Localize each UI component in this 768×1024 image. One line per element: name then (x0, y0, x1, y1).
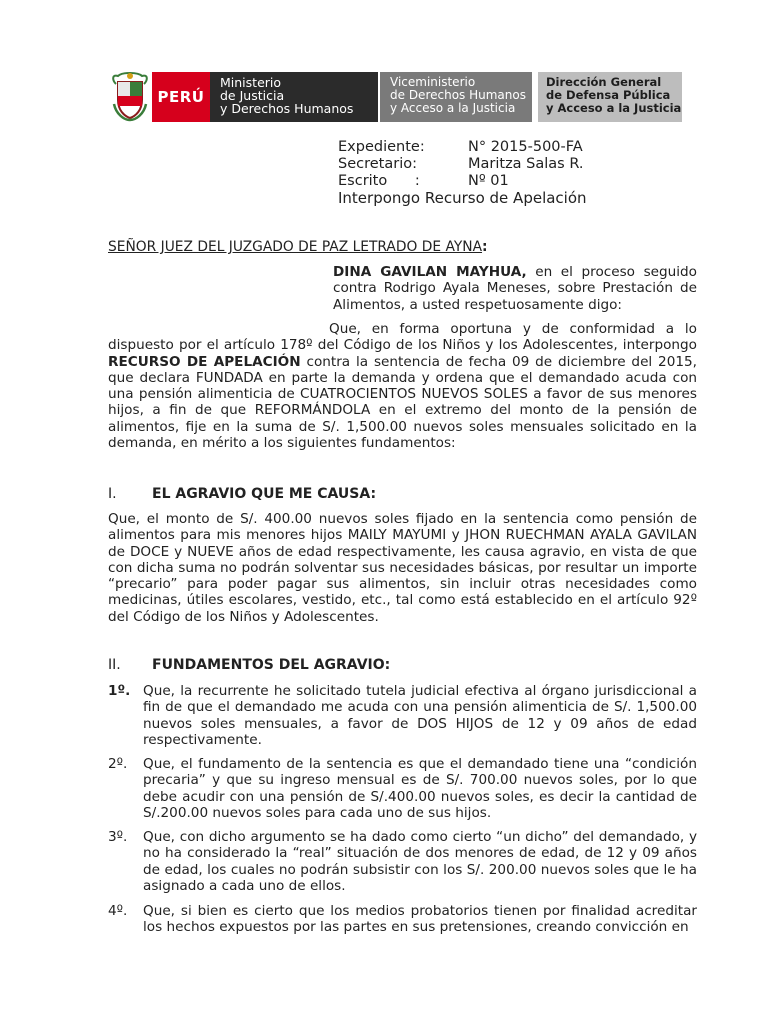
vice-line-3: y Acceso a la Justicia (390, 101, 516, 115)
sumilla: Interpongo Recurso de Apelación (338, 189, 587, 207)
appeal-text-c: contra la sentencia de fecha 09 de diciembre del 2015, que declara FUNDADA en parte la demanda y ordena que el demandado acuda con una pensión alimenticia de CUATROCIENTOS NUEVOS SOLES a favor de sus menores hijos, a fin de que REFORMÁNDOLA en el extremo del monto de la pensión de alimentos, fije en la suma de S/. 1,500.00 nuevos soles mensuales solicitado en la demanda, en mérito a los siguientes fundamentos: (108, 353, 697, 452)
ministerio-line-1: Ministerio (220, 75, 282, 90)
vice-line-1: Viceministerio (390, 75, 476, 89)
appeal-text-a: Que, en forma oportuna y de conformidad a lo dispuesto por el artículo 178º del Código de los Niños y los Adolescentes, interpongo (108, 321, 697, 354)
coat-of-arms-logo (110, 70, 150, 122)
item-3-number: 3º. (108, 829, 128, 845)
appeal-title: RECURSO DE APELACIÓN (108, 353, 301, 370)
intro-text: en el proceso seguido contra Rodrigo Ayala Meneses, sobre Prestación de Alimentos, a usted respetuosamente digo: (333, 264, 697, 313)
item-3-text: Que, con dicho argumento se ha dado como cierto “un dicho” del demandado, y no ha considerado la “real” situación de dos menores de edad, de 12 y 09 años de edad, los cuales no podrán subsistir con los S/. 200.00 nuevos soles que le ha asignado a cada uno de ellos. (143, 829, 697, 894)
intro-paragraph (333, 264, 697, 313)
escrito-label: Escrito : (338, 173, 420, 189)
item-2-text: Que, el fundamento de la sentencia es que el demandado tiene una “condición precaria” y que su ingreso mensual es de S/. 700.00 nuevos soles, por lo que debe acudir con una pensión de S/.400.00 nuevos soles, es decir la cantidad de S/.200.00 nuevos soles para cada uno de sus hijos. (143, 756, 697, 821)
section-2-title: FUNDAMENTOS DEL AGRAVIO: (152, 657, 391, 673)
item-1-text: Que, la recurrente he solicitado tutela judicial efectiva al órgano jurisdiccional a fin de que el demandado me acuda con una pensión alimenticia de S/. 1,500.00 nuevos soles mensuales, a favor de DOS HIJOS de 12 y 09 años de edad respectivamente. (143, 683, 697, 748)
direccion-logo-box (538, 72, 682, 122)
expediente-label: Expediente: (338, 139, 425, 155)
secretario-label: Secretario: (338, 156, 417, 172)
viceministerio-logo-box (380, 72, 532, 122)
vice-line-2: de Derechos Humanos (390, 88, 526, 102)
section-1-number: I. (108, 486, 117, 502)
dir-line-2: de Defensa Pública (546, 88, 671, 102)
ministerio-line-2: de Justicia (220, 88, 285, 103)
section-2-number: II. (108, 657, 121, 673)
secretario-value: Maritza Salas R. (468, 156, 584, 172)
item-4-number: 4º. (108, 903, 128, 919)
dir-line-3: y Acceso a la Justicia (546, 101, 682, 115)
petitioner-name: DINA GAVILAN MAYHUA, (333, 264, 527, 280)
expediente-value: N° 2015-500-FA (468, 139, 583, 155)
dir-line-1: Dirección General (546, 75, 662, 89)
escrito-value: Nº 01 (468, 173, 509, 189)
peru-logo-box (152, 72, 210, 122)
appeal-paragraph (108, 321, 697, 451)
item-2-number: 2º. (108, 756, 128, 772)
item-1-number: 1º. (108, 683, 131, 699)
section-1-text: Que, el monto de S/. 400.00 nuevos soles fijado en la sentencia como pensión de alimentos para mis menores hijos MAILY MAYUMI y JHON RUECHMAN AYALA GAVILAN de DOCE y NUEVE años de edad respectivamente, les causa agravio, en vista de que con dicha suma no podrán solventar sus necesidades básicas, por resultar un importe “precario” para poder pagar sus alimentos, sin incluir otras necesidades como medicinas, útiles escolares, vestido, etc., tal como está establecido en el artículo 92º del Código de los Niños y Adolescentes. (108, 511, 697, 625)
addressee-line (108, 239, 488, 255)
item-4-text: Que, si bien es cierto que los medios probatorios tienen por finalidad acreditar los hechos expuestos por las partes en sus pretensiones, creando convicción en (143, 903, 697, 936)
peru-label: PERÚ (157, 88, 205, 106)
ministerio-logo-box (210, 72, 378, 122)
ministerio-line-3: y Derechos Humanos (220, 101, 354, 116)
section-1-title: EL AGRAVIO QUE ME CAUSA: (152, 486, 377, 502)
addressee: SEÑOR JUEZ DEL JUZGADO DE PAZ LETRADO DE AYNA (108, 239, 483, 255)
addressee-colon: : (482, 239, 488, 255)
